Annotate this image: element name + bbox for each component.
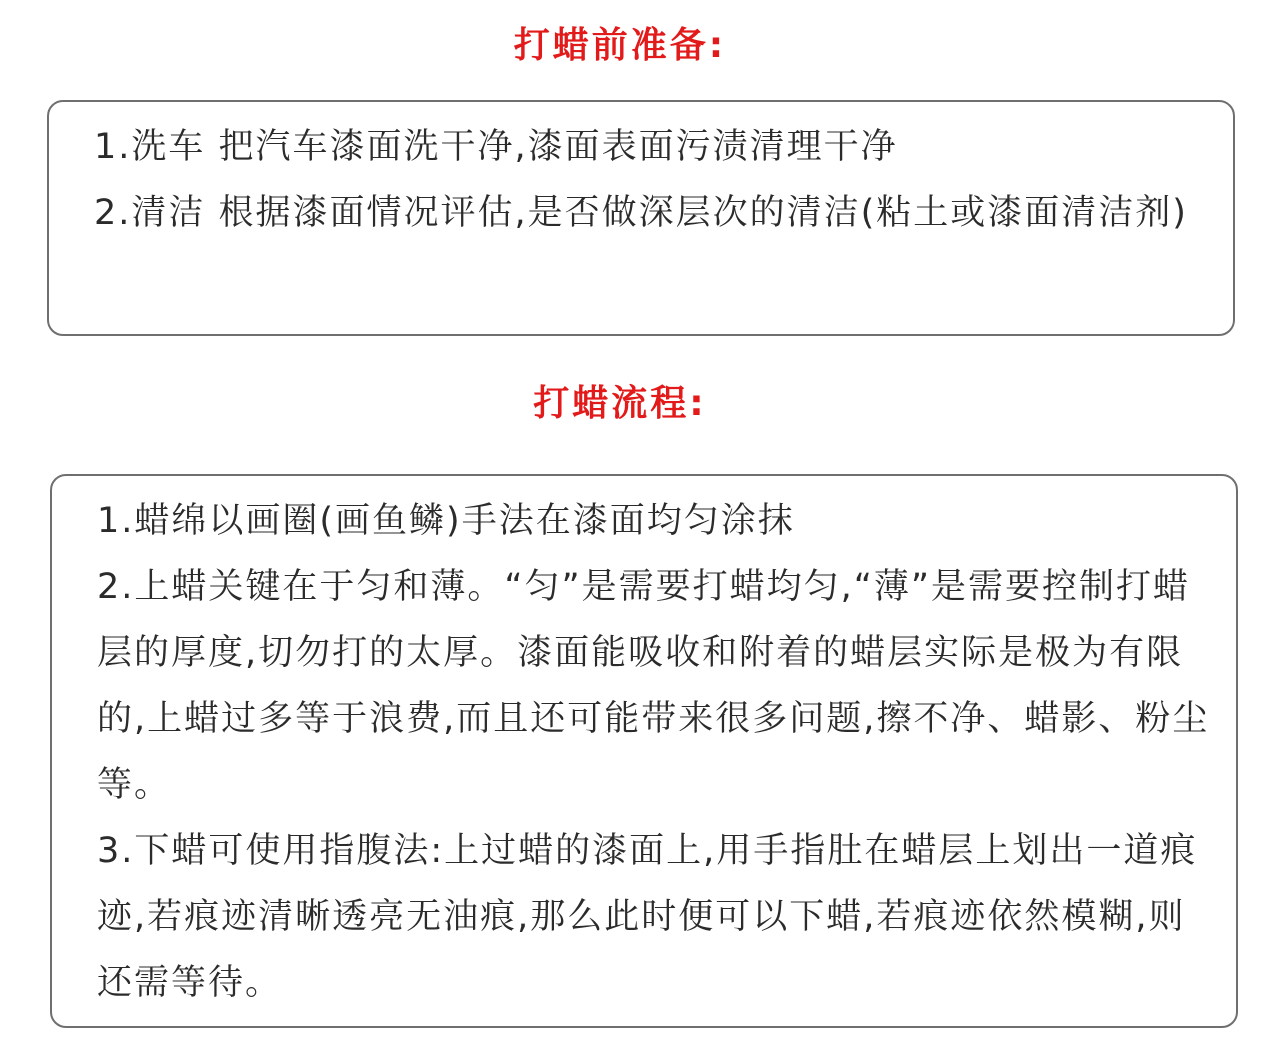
process-step-1: 1.蜡绵以画圈(画鱼鳞)手法在漆面均匀涂抹 xyxy=(97,501,795,541)
preparation-step-2: 2.清洁 根据漆面情况评估,是否做深层次的清洁(粘土或漆面清洁剂) xyxy=(94,193,1188,233)
process-box xyxy=(50,474,1238,1028)
section-heading-process: 打蜡流程: xyxy=(533,383,707,424)
preparation-step-1: 1.洗车 把汽车漆面洗干净,漆面表面污渍清理干净 xyxy=(94,127,898,167)
process-step-2: 2.上蜡关键在于匀和薄。“匀”是需要打蜡均匀,“薄”是需要控制打蜡层的厚度,切勿打的太厚。漆面能吸收和附着的蜡层实际是极为有限的,上蜡过多等于浪费,而且还可能带来很多问题,擦不净、蜡影、粉尘等。 xyxy=(97,567,1210,805)
preparation-box xyxy=(47,100,1235,336)
section-heading-preparation: 打蜡前准备: xyxy=(513,25,727,66)
process-step-3: 3.下蜡可使用指腹法:上过蜡的漆面上,用手指肚在蜡层上划出一道痕迹,若痕迹清晰透亮无油痕,那么此时便可以下蜡,若痕迹依然模糊,则还需等待。 xyxy=(97,831,1198,1003)
